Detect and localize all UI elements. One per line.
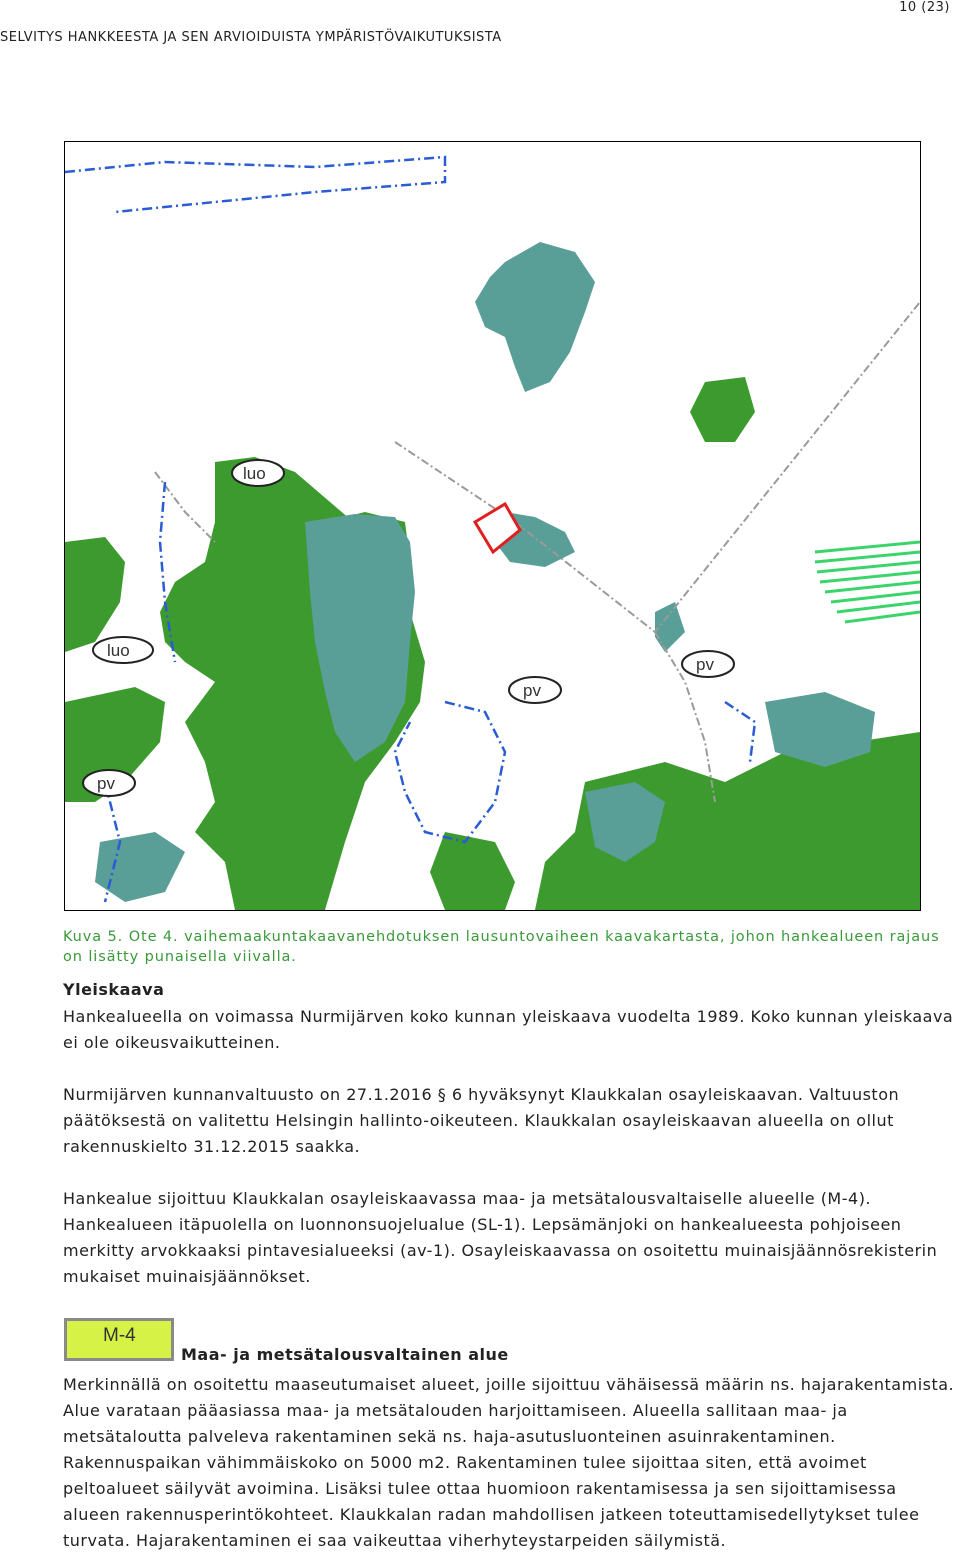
figure-caption: Kuva 5. Ote 4. vaihemaakuntakaavanehdotuksen lausuntovaiheen kaavakartasta, johon hankealueen rajaus on lisätty punaisella viivalla. <box>63 929 940 965</box>
legend-code: M-4 <box>103 1325 136 1346</box>
section-heading: Yleiskaava <box>63 980 165 999</box>
svg-text:pv: pv <box>696 655 714 674</box>
map-label-luo-2 <box>93 637 153 663</box>
legend-description: Merkinnällä on osoitettu maaseutumaiset alueet, joille sijoittuu vähäisessä määrin ns. hajarakentamista. Alue varataan pääasiassa maa- ja metsätalouden harjoittamiseen. Alueella sallitaan maa- ja metsätaloutta palveleva rakentaminen sekä ns. haja-asutusluonteinen asuinrakentaminen. Rakennuspaikan vähimmäiskoko on 5000 m2. Rakentaminen tulee sijoittaa siten, että avoimet peltoalueet säilyvät avoimina. Lisäksi tulee ottaa huomioon rakentamisessa ja sen sijoittamisessa alueen rakennusperintökohteet. Klaukkalan radan mahdollisen jatkeen toteuttamisedellytykset tulee turvata. Hajarakentaminen ei saa vaikeuttaa viherhyteystarpeiden säilymistä. <box>63 1375 955 1550</box>
legend-swatch-m4 <box>64 1318 174 1361</box>
page-number: 10 (23) <box>899 0 950 15</box>
forest-areas <box>65 377 920 910</box>
svg-text:pv: pv <box>523 681 541 700</box>
svg-text:luo: luo <box>243 464 266 483</box>
nature-reserve-hatch <box>815 542 920 622</box>
svg-text:pv: pv <box>97 774 115 793</box>
map-label-luo-1 <box>232 460 284 486</box>
map-label-pv-2 <box>682 651 734 677</box>
paragraph-2: Nurmijärven kunnanvaltuusto on 27.1.2016 § 6 hyväksynyt Klaukkalan osayleiskaavan. Valtuuston päätöksestä on valitettu Helsingin hallinto-oikeuteen. Klaukkalan osayleiskaavan alueella on ollut rakennuskielto 31.12.2015 saakka. <box>63 1085 900 1156</box>
document-title: SELVITYS HANKKEESTA JA SEN ARVIOIDUISTA YMPÄRISTÖVAIKUTUKSISTA <box>0 30 502 45</box>
legend-title: Maa- ja metsätalousvaltainen alue <box>181 1345 509 1364</box>
map-label-pv-3 <box>83 770 135 796</box>
svg-text:luo: luo <box>107 641 130 660</box>
paragraph-3: Hankealue sijoittuu Klaukkalan osayleiskaavassa maa- ja metsätalousvaltaiselle alueelle (M-4). Hankealueen itäpuolella on luonnonsuojelualue (SL-1). Lepsämänjoki on hankealueesta pohjoiseen merkitty arvokkaaksi pintavesialueeksi (av-1). Osayleiskaavassa on osoitettu muinaisjäännösrekisterin mukaiset muinaisjäännökset. <box>63 1189 938 1286</box>
map-label-pv-1 <box>509 677 561 703</box>
paragraph-1: Hankealueella on voimassa Nurmijärven koko kunnan yleiskaava vuodelta 1989. Koko kunnan yleiskaava ei ole oikeusvaikutteinen. <box>63 1007 954 1052</box>
plan-map <box>64 141 921 911</box>
